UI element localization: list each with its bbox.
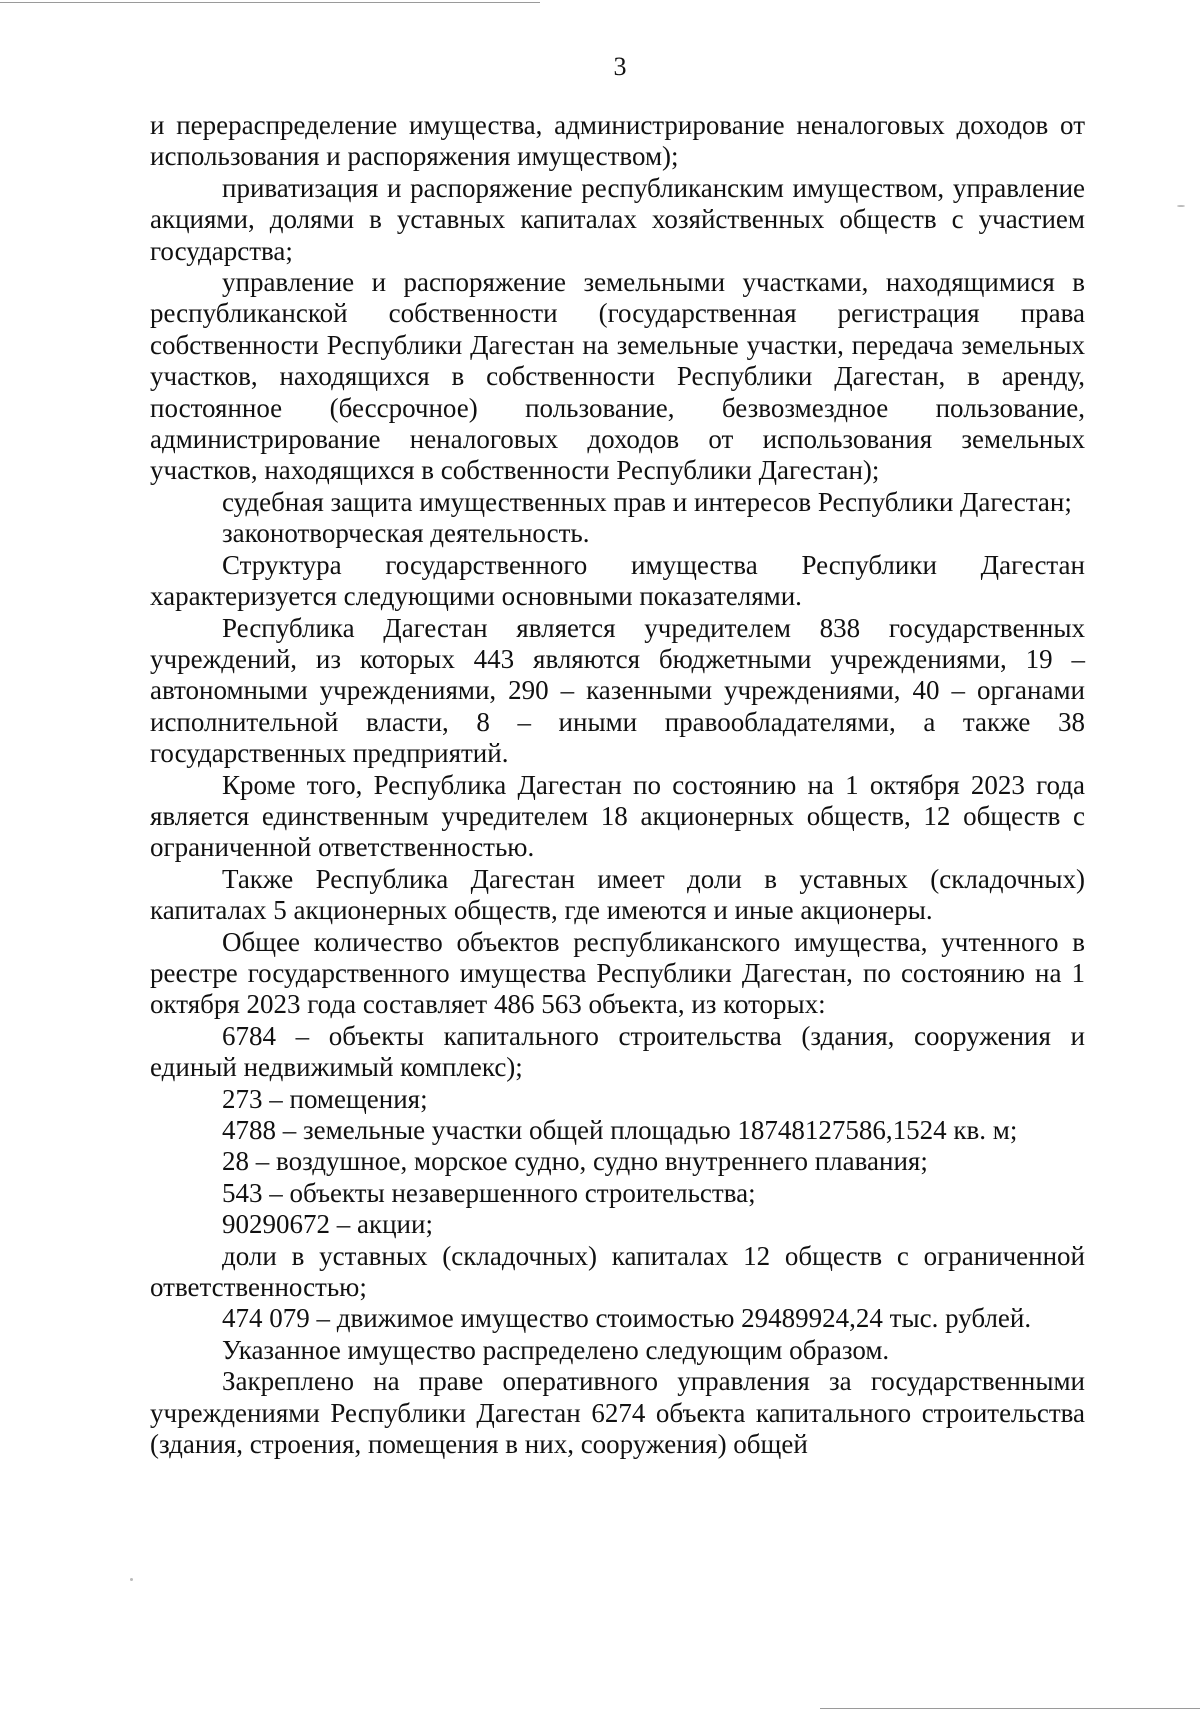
paragraph: 28 – воздушное, морское судно, судно внутреннего плавания; (222, 1146, 928, 1177)
paragraph: 90290672 – акции; (222, 1209, 433, 1240)
paragraph: 6784 – объекты капитального строительства (здания, сооружения и единый недвижимый комплекс); (150, 1020, 1085, 1083)
paragraph: Общее количество объектов республиканского имущества, учтенного в реестре государственного имущества Республики Дагестан, по состоянию на 1 октября 2023 года составляет 486 563 объекта, из которых: (150, 926, 1085, 1020)
paragraph: Указанное имущество распределено следующим образом. (222, 1334, 890, 1365)
scan-edge-bottom (820, 1708, 1200, 1709)
paragraph: Структура государственного имущества Республики Дагестан характеризуется следующими основными показателями. (150, 549, 1085, 612)
paragraph: 543 – объекты незавершенного строительства; (222, 1177, 756, 1208)
paragraph: Также Республика Дагестан имеет доли в уставных (складочных) капиталах 5 акционерных обществ, где имеются и иные акционеры. (150, 863, 1085, 926)
paragraph: 273 – помещения; (222, 1083, 428, 1114)
scan-speck (130, 1578, 133, 1581)
paragraph: 4788 – земельные участки общей площадью 18748127586,1524 кв. м; (222, 1115, 1018, 1145)
page-number: 3 (613, 52, 627, 81)
document-body (150, 110, 1085, 1460)
scan-speck (1177, 205, 1185, 207)
paragraph: 474 079 – движимое имущество стоимостью 29489924,24 тыс. рублей. (222, 1303, 1032, 1334)
paragraph: Республика Дагестан является учредителем 838 государственных учреждений, из которых 443 являются бюджетными учреждениями, 19 – автономными учреждениями, 290 – казенными учреждениями, 40 – органами исполнительной власти, 8 – иными правообладателями, а также 38 государственных предприятий. (150, 612, 1085, 769)
paragraph: управление и распоряжение земельными участками, находящимися в республиканской собственности (государственная регистрация права собственности Республики Дагестан на земельные участки, передача земельных участков, находящихся в собственности Республики Дагестан, в аренду, постоянное (бессрочное) пользование, безвозмездное пользование, администрирование неналоговых доходов от использования земельных участков, находящихся в собственности Республики Дагестан); (150, 267, 1085, 486)
scan-edge-top (0, 2, 540, 3)
paragraph: законотворческая деятельность. (222, 518, 590, 549)
paragraph: судебная защита имущественных прав и интересов Республики Дагестан; (222, 486, 1072, 517)
paragraph: Кроме того, Республика Дагестан по состоянию на 1 октября 2023 года является единственным учредителем 18 акционерных обществ, 12 обществ с ограниченной ответственностью. (150, 769, 1085, 863)
paragraph: и перераспределение имущества, администрирование неналоговых доходов от использования и распоряжения имуществом); (150, 110, 1085, 172)
paragraph: доли в уставных (складочных) капиталах 12 обществ с ограниченной ответственностью; (150, 1240, 1085, 1303)
paragraph: приватизация и распоряжение республиканским имуществом, управление акциями, долями в уставных капиталах хозяйственных обществ с участием государства; (150, 172, 1085, 266)
paragraph: Закреплено на праве оперативного управления за государственными учреждениями Республики Дагестан 6274 объекта капитального строительства (здания, строения, помещения в них, сооружения) общей (150, 1366, 1085, 1460)
